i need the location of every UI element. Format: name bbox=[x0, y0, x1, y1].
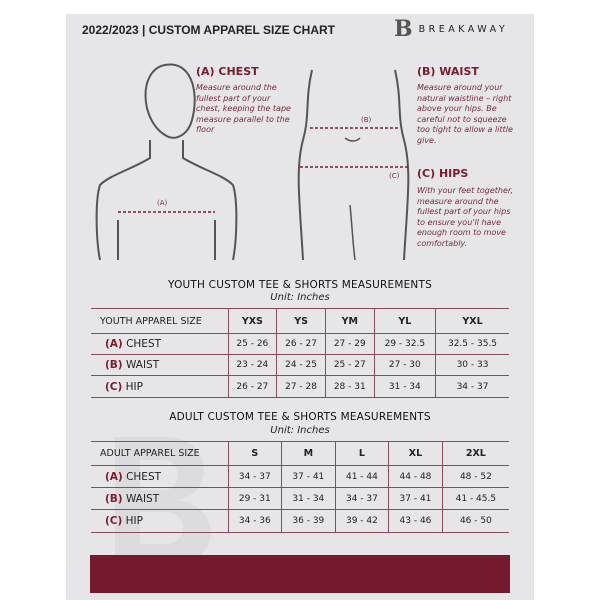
logo-mark: B bbox=[394, 16, 413, 42]
table-cell: 31 - 34 bbox=[374, 376, 435, 398]
adult-title: ADULT CUSTOM TEE & SHORTS MEASUREMENTS bbox=[169, 411, 431, 423]
footer-bar bbox=[90, 555, 510, 593]
column-header: M bbox=[282, 442, 336, 466]
adult-unit: Unit: Inches bbox=[270, 425, 330, 436]
table-header-row bbox=[91, 309, 509, 334]
table-row bbox=[91, 466, 509, 488]
table-cell: 44 - 48 bbox=[389, 466, 443, 488]
chest-description: Measure around the fullest part of your chest, keeping the tape measure parallel to the floor bbox=[196, 83, 291, 134]
table-header-row bbox=[91, 442, 509, 466]
table-cell: 48 - 52 bbox=[442, 466, 509, 488]
column-header: YL bbox=[374, 309, 435, 334]
column-header: YS bbox=[277, 309, 326, 334]
table-cell: 31 - 34 bbox=[282, 488, 336, 510]
chest-marker: (A) bbox=[157, 199, 168, 207]
column-header: YOUTH APPAREL SIZE bbox=[91, 309, 228, 334]
table-cell: 23 - 24 bbox=[228, 355, 277, 376]
column-header: S bbox=[228, 442, 282, 466]
table-row bbox=[91, 334, 509, 355]
table-cell: 30 - 33 bbox=[436, 355, 509, 376]
table-cell: 34 - 37 bbox=[436, 376, 509, 398]
youth-size-table bbox=[91, 308, 509, 398]
table-cell: 34 - 36 bbox=[228, 510, 282, 533]
table-cell: 28 - 31 bbox=[325, 376, 374, 398]
row-label: (C) HIP bbox=[91, 510, 228, 533]
table-row bbox=[91, 510, 509, 533]
table-cell: 37 - 41 bbox=[282, 466, 336, 488]
row-label: (B) WAIST bbox=[91, 488, 228, 510]
table-row bbox=[91, 376, 509, 398]
table-row bbox=[91, 355, 509, 376]
column-header: L bbox=[335, 442, 389, 466]
table-cell: 46 - 50 bbox=[442, 510, 509, 533]
column-header: YXL bbox=[436, 309, 509, 334]
table-cell: 39 - 42 bbox=[335, 510, 389, 533]
column-header: YXS bbox=[228, 309, 277, 334]
table-cell: 36 - 39 bbox=[282, 510, 336, 533]
table-cell: 25 - 27 bbox=[325, 355, 374, 376]
waist-heading: (B) WAIST bbox=[417, 65, 479, 78]
adult-size-table bbox=[91, 441, 509, 533]
table-cell: 34 - 37 bbox=[228, 466, 282, 488]
youth-unit: Unit: Inches bbox=[270, 292, 330, 303]
hips-heading: (C) HIPS bbox=[417, 167, 469, 180]
table-cell: 41 - 45.5 bbox=[442, 488, 509, 510]
waist-marker: (B) bbox=[361, 116, 372, 124]
table-cell: 37 - 41 bbox=[389, 488, 443, 510]
column-header: YM bbox=[325, 309, 374, 334]
chest-heading: (A) CHEST bbox=[196, 65, 259, 78]
row-label: (C) HIP bbox=[91, 376, 228, 398]
waist-description: Measure around your natural waistline – right above your hips. Be careful not to squeeze too tight to allow a little give. bbox=[417, 83, 513, 145]
table-cell: 26 - 27 bbox=[228, 376, 277, 398]
hips-description: With your feet together, measure around the fullest part of your hips to ensure you'll have enough room to move comfortably. bbox=[417, 186, 514, 248]
table-cell: 27 - 28 bbox=[277, 376, 326, 398]
table-cell: 32.5 - 35.5 bbox=[436, 334, 509, 355]
row-label: (A) CHEST bbox=[91, 466, 228, 488]
table-cell: 26 - 27 bbox=[277, 334, 326, 355]
table-cell: 34 - 37 bbox=[335, 488, 389, 510]
table-cell: 25 - 26 bbox=[228, 334, 277, 355]
row-label: (B) WAIST bbox=[91, 355, 228, 376]
table-cell: 24 - 25 bbox=[277, 355, 326, 376]
table-cell: 27 - 29 bbox=[325, 334, 374, 355]
brand-name: BREAKAWAY bbox=[418, 23, 509, 35]
row-label: (A) CHEST bbox=[91, 334, 228, 355]
table-cell: 29 - 31 bbox=[228, 488, 282, 510]
column-header: XL bbox=[389, 442, 443, 466]
column-header: ADULT APPAREL SIZE bbox=[91, 442, 228, 466]
table-cell: 41 - 44 bbox=[335, 466, 389, 488]
page-title: 2022/2023 | CUSTOM APPAREL SIZE CHART bbox=[82, 23, 335, 37]
table-cell: 27 - 30 bbox=[374, 355, 435, 376]
youth-title: YOUTH CUSTOM TEE & SHORTS MEASUREMENTS bbox=[168, 279, 432, 291]
hip-marker: (C) bbox=[389, 172, 400, 180]
table-row bbox=[91, 488, 509, 510]
table-cell: 29 - 32.5 bbox=[374, 334, 435, 355]
lower-body-figure bbox=[299, 70, 409, 260]
column-header: 2XL bbox=[442, 442, 509, 466]
table-cell: 43 - 46 bbox=[389, 510, 443, 533]
